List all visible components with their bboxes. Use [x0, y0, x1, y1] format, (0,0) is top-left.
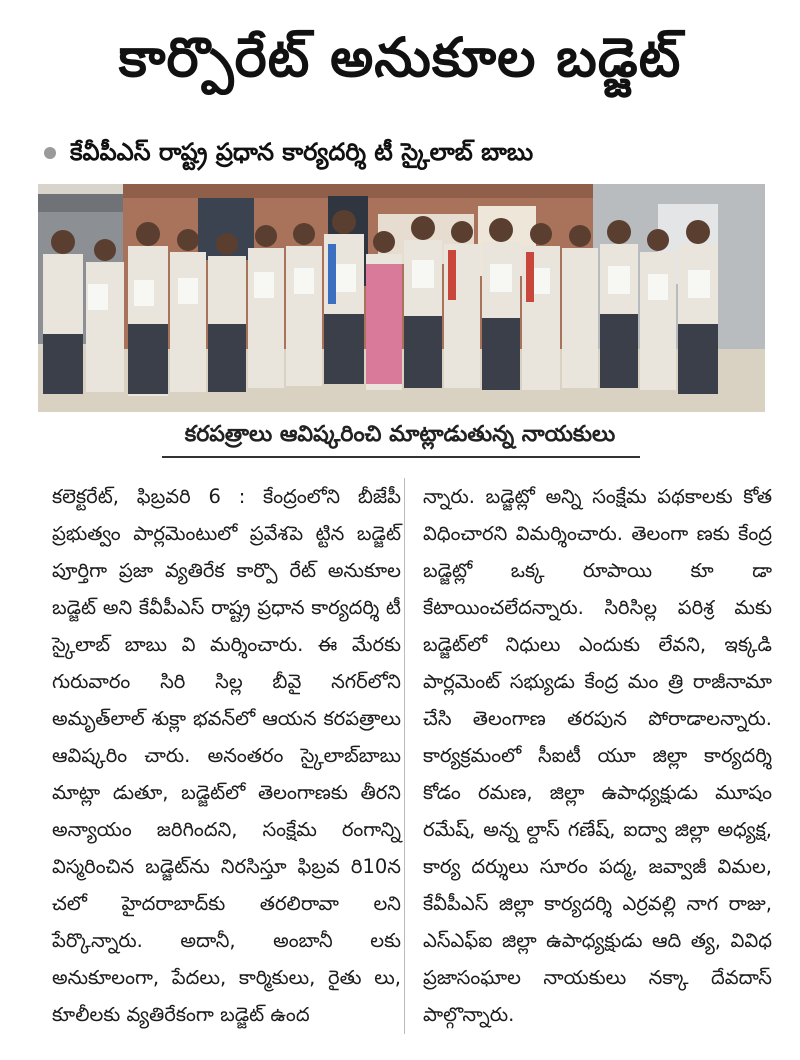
group-photo-illustration	[38, 184, 765, 412]
news-photo	[38, 184, 765, 412]
column-divider	[404, 478, 405, 1034]
subheading-text: కేవీపీఎస్ రాష్ట్ర ప్రధాన కార్యదర్శి టీ స్కైలాబ్ బాబు	[70, 138, 534, 166]
headline: కార్పొరేట్ అనుకూల బడ్జెట్	[118, 26, 682, 89]
subheading	[44, 132, 764, 172]
caption-underline	[162, 456, 640, 458]
photo-caption: కరపత్రాలు ఆవిష్కరించి మాట్లాడుతున్న నాయకులు	[184, 422, 616, 447]
article-body	[52, 478, 772, 1033]
column-left: కలెక్టరేట్, ఫిబ్రవరి 6 : కేంద్రంలోని బీజేపీ ప్రభుత్వం పార్లమెంటులో ప్రవేశపె ట్టిన బడ్జెట్ పూర్తిగా ప్రజా వ్యతిరేక కార్పొ రేట్ అనుకూల బడ్జెట్ అని కేవీపీఎస్ రాష్ట్ర ప్రధాన కార్యదర్శి టీ స్కైలాబ్ బాబు వి మర్శించారు. ఈ మేరకు గురువారం సిరి సిల్ల బీవై నగర్‌లోని అమృత్‌లాల్ శుక్లా భవన్‌లో ఆయన కరపత్రాలు ఆవిష్కరిం చారు. అనంతరం స్కైలాబ్‌బాబు మాట్లా డుతూ, బడ్జెట్‌లో తెలంగాణకు తీరని అన్యాయం జరిగిందని, సంక్షేమ రంగాన్ని విస్మరించిన బడ్జెట్‌ను నిరసిస్తూ ఫిబ్రవ రి10న చలో హైదరాబాద్‌కు తరలిరావా లని పేర్కొన్నారు. అదానీ, అంబానీ లకు అనుకూలంగా, పేదలు, కార్మికులు, రైతు లు, కూలీలకు వ్యతిరేకంగా బడ్జెట్ ఉంద	[52, 485, 401, 1026]
column-right: న్నారు. బడ్జెట్లో అన్ని సంక్షేమ పథకాలకు కోత విధించారని విమర్శించారు. తెలంగా ణకు కేంద్ర బడ్జెట్లో ఒక్క రూపాయి కూ డా కేటాయించలేదన్నారు. సిరిసిల్ల పరిశ్ర మకు బడ్జెట్‌లో నిధులు ఎందుకు లేవని, ఇక్కడి పార్లమెంట్ సభ్యుడు కేంద్ర మం త్రి రాజీనామా చేసి తెలంగాణ తరపున పోరాడాలన్నారు. కార్యక్రమంలో సీఐటీ యూ జిల్లా కార్యదర్శి కోడం రమణ, జిల్లా ఉపాధ్యక్షుడు మూషం రమేష్, అన్న ల్దాస్ గణేష్, ఐద్వా జిల్లా అధ్యక్ష, కార్య దర్శులు సూరం పద్మ, జవ్వాజీ విమల, కేవీపీఎస్ జిల్లా కార్యదర్శి ఎర్రవల్లి నాగ రాజు, ఎస్ఎఫ్ఐ జిల్లా ఉపాధ్యక్షుడు ఆది త్య, వివిధ ప్రజాసంఘాల నాయకులు నక్కా దేవదాస్ పాల్గొన్నారు.	[423, 485, 772, 1026]
bullet-icon	[44, 147, 56, 159]
